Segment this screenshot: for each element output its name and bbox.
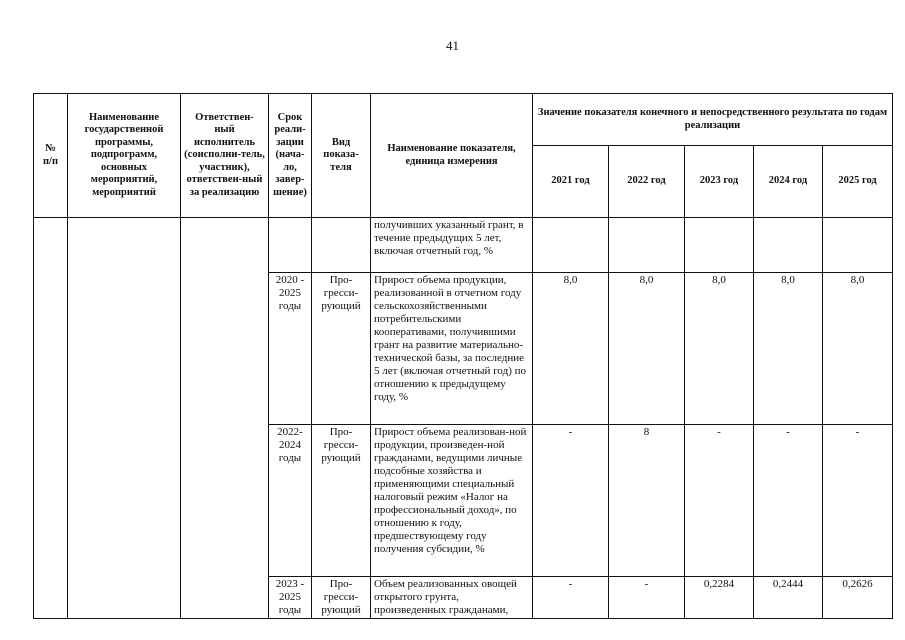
header-year: 2024 год xyxy=(754,146,823,218)
header-year: 2022 год xyxy=(609,146,685,218)
cell-value: 8,0 xyxy=(823,273,893,425)
cell-indicator: Объем реализованных овощей открытого грунта, произведенных гражданами, xyxy=(371,577,533,619)
cell-value: 8 xyxy=(609,425,685,577)
header-type: Вид показа-теля xyxy=(312,94,371,218)
cell-value: 8,0 xyxy=(533,273,609,425)
cell-value: 0,2626 xyxy=(823,577,893,619)
cell-responsible xyxy=(181,218,269,619)
cell-number xyxy=(34,218,68,619)
cell-value: - xyxy=(609,577,685,619)
cell-value xyxy=(823,218,893,273)
cell-type: Про- гресси- рующий xyxy=(312,273,371,425)
header-values-group: Значение показателя конечного и непосредственного результата по годам реализации xyxy=(533,94,893,146)
table-row xyxy=(34,218,893,273)
cell-value: 8,0 xyxy=(685,273,754,425)
header-program: Наименование государственной программы, подпрограмм, основных мероприятий, мероприятий xyxy=(68,94,181,218)
cell-indicator: получивших указанный грант, в течение предыдущих 5 лет, включая отчетный год, % xyxy=(371,218,533,273)
cell-value: - xyxy=(533,425,609,577)
cell-value: 8,0 xyxy=(609,273,685,425)
cell-value: - xyxy=(533,577,609,619)
cell-term: 2022- 2024 годы xyxy=(269,425,312,577)
cell-value: 0,2444 xyxy=(754,577,823,619)
cell-value: 8,0 xyxy=(754,273,823,425)
cell-value xyxy=(754,218,823,273)
cell-indicator: Прирост объема продукции, реализованной в отчетном году сельскохозяйственными потребительскими кооперативами, получившими грант на развитие материально-технической базы, за последние 5 лет (включая отчетный год) по отношению к предыдущему году, % xyxy=(371,273,533,425)
cell-value: - xyxy=(685,425,754,577)
cell-term: 2020 - 2025 годы xyxy=(269,273,312,425)
cell-indicator: Прирост объема реализован-ной продукции, произведен-ной гражданами, ведущими личные подсобные хозяйства и применяющими специальный налоговый режим «Налог на профессиональный доход», по отношению к году, предшествующему году получения субсидии, % xyxy=(371,425,533,577)
header-term: Срок реали-зации (нача-ло, завер-шение) xyxy=(269,94,312,218)
cell-value: - xyxy=(823,425,893,577)
cell-value xyxy=(685,218,754,273)
header-number: № п/п xyxy=(34,94,68,218)
cell-value: - xyxy=(754,425,823,577)
cell-term xyxy=(269,218,312,273)
cell-program xyxy=(68,218,181,619)
header-year: 2023 год xyxy=(685,146,754,218)
cell-term: 2023 - 2025 годы xyxy=(269,577,312,619)
cell-value: 0,2284 xyxy=(685,577,754,619)
cell-type xyxy=(312,218,371,273)
header-row xyxy=(34,94,893,146)
header-year: 2021 год xyxy=(533,146,609,218)
header-responsible: Ответствен- ный исполнитель (соисполни-тель, участник), ответствен-ный за реализацию xyxy=(181,94,269,218)
header-indicator: Наименование показателя, единица измерения xyxy=(371,94,533,218)
header-year: 2025 год xyxy=(823,146,893,218)
cell-type: Про- гресси- рующий xyxy=(312,425,371,577)
page-number: 41 xyxy=(446,38,459,53)
cell-value xyxy=(609,218,685,273)
cell-value xyxy=(533,218,609,273)
indicator-table xyxy=(33,93,893,619)
cell-type: Про- гресси- рующий xyxy=(312,577,371,619)
